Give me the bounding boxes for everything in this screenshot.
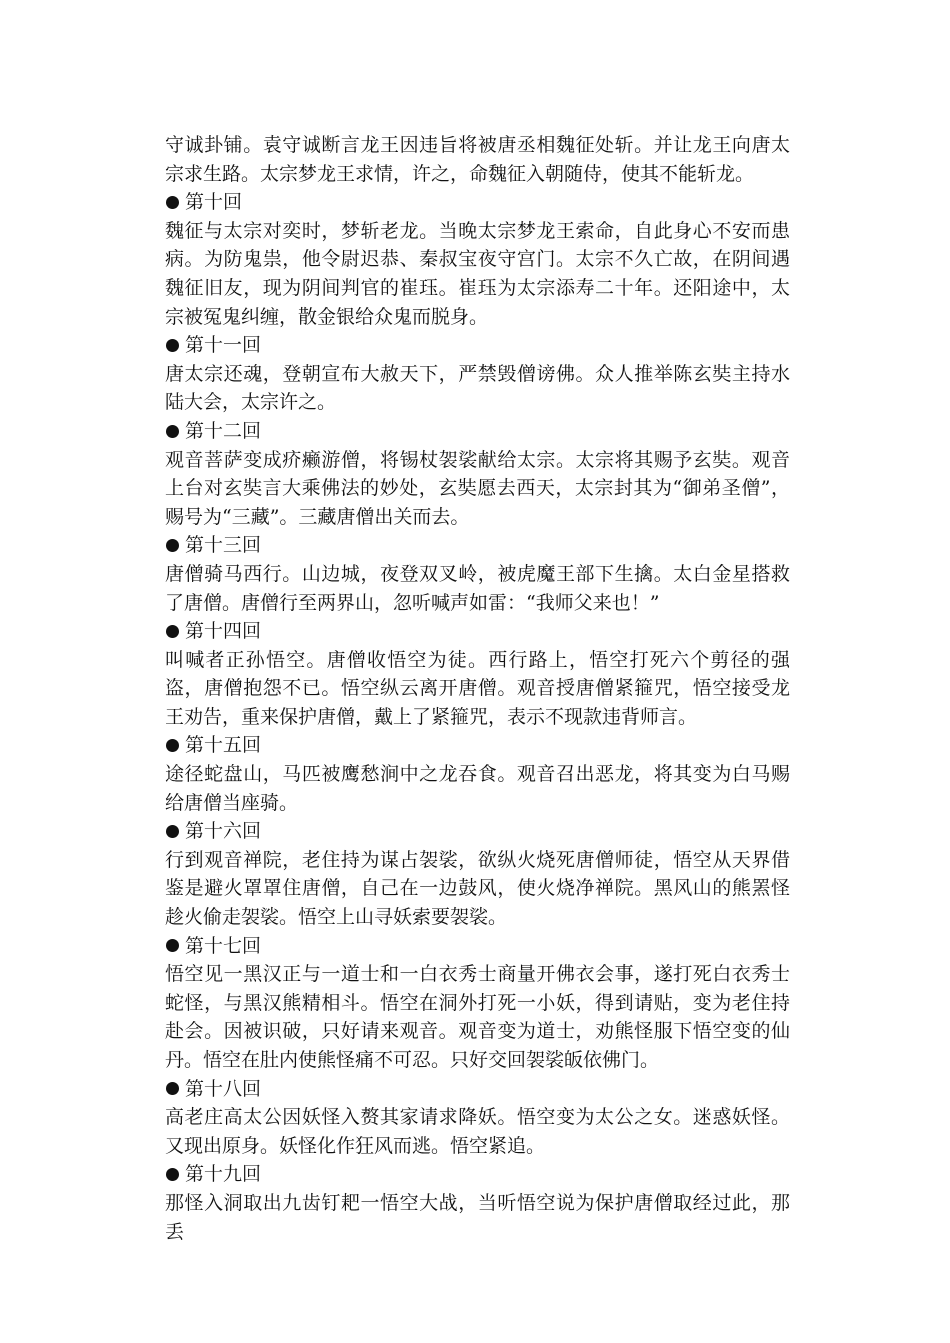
bullet-icon bbox=[166, 196, 179, 209]
chapter-heading bbox=[165, 1075, 790, 1104]
bullet-icon bbox=[166, 339, 179, 352]
paragraph: 高老庄高太公因妖怪入赘其家请求降妖。悟空变为太公之女。迷惑妖怪。又现出原身。妖怪化作狂风而逃。悟空紧追。 bbox=[165, 1106, 790, 1157]
chapter-title: 第十八回 bbox=[185, 1077, 262, 1100]
paragraph: 那怪入洞取出九齿钉耙一悟空大战，当听悟空说为保护唐僧取经过此，那丢 bbox=[165, 1191, 790, 1243]
chapter-title: 第十五回 bbox=[185, 734, 262, 757]
chapter-heading bbox=[165, 1160, 790, 1189]
chapter-heading bbox=[165, 188, 790, 217]
paragraph: 守诚卦铺。袁守诚断言龙王因违旨将被唐丞相魏征处斩。并让龙王向唐太宗求生路。太宗梦龙王求情，许之，命魏征入朝随侍，使其不能斩龙。 bbox=[165, 134, 790, 185]
bullet-icon bbox=[166, 1082, 179, 1095]
chapter-heading bbox=[165, 617, 790, 646]
paragraph: 叫喊者正孙悟空。唐僧收悟空为徒。西行路上，悟空打死六个剪径的强盗，唐僧抱怨不已。悟空纵云离开唐僧。观音授唐僧紧箍咒，悟空接受龙王劝告，重来保护唐僧，戴上了紧箍咒，表示不现款违背师言。 bbox=[165, 648, 790, 728]
chapter-heading bbox=[165, 731, 790, 760]
paragraph: 行到观音禅院，老住持为谋占袈裟，欲纵火烧死唐僧师徒，悟空从天界借鉴是避火罩罩住唐僧，自己在一边鼓风，使火烧净禅院。黑风山的熊罴怪趁火偷走袈裟。悟空上山寻妖索要袈裟。 bbox=[165, 848, 790, 929]
paragraph: 唐僧骑马西行。山边城，夜登双叉岭，被虎魔王部下生擒。太白金星搭救了唐僧。唐僧行至两界山，忽听喊声如雷：“我师父来也！” bbox=[165, 562, 790, 614]
paragraph: 途径蛇盘山，马匹被鹰愁涧中之龙吞食。观音召出恶龙，将其变为白马赐给唐僧当座骑。 bbox=[165, 763, 790, 814]
bullet-icon bbox=[166, 1168, 179, 1181]
chapter-heading bbox=[165, 531, 790, 560]
paragraph: 唐太宗还魂，登朝宣布大赦天下，严禁毁僧谤佛。众人推举陈玄奘主持水陆大会，太宗许之。 bbox=[165, 362, 790, 414]
paragraph: 悟空见一黑汉正与一道士和一白衣秀士商量开佛衣会事，遂打死白衣秀士蛇怪，与黑汉熊精相斗。悟空在洞外打死一小妖，得到请贴，变为老住持赴会。因被识破，只好请来观音。观音变为道士，劝熊怪服下悟空变的仙丹。悟空在肚内使熊怪痛不可忍。只好交回袈裟皈依佛门。 bbox=[165, 963, 790, 1071]
chapter-title: 第十三回 bbox=[185, 534, 262, 557]
bullet-icon bbox=[166, 425, 179, 438]
chapter-title: 第十六回 bbox=[185, 820, 262, 843]
chapter-title: 第十四回 bbox=[185, 620, 262, 643]
chapter-heading bbox=[165, 817, 790, 846]
bullet-icon bbox=[166, 825, 179, 838]
paragraph: 魏征与太宗对奕时，梦斩老龙。当晚太宗梦龙王索命，自此身心不安而患病。为防鬼祟，他令尉迟恭、秦叔宝夜守宫门。太宗不久亡故，在阴间遇魏征旧友，现为阴间判官的崔珏。崔珏为太宗添寿二十年。还阳途中，太宗被冤鬼纠缠，散金银给众鬼而脱身。 bbox=[165, 219, 790, 328]
chapter-title: 第十回 bbox=[185, 191, 243, 214]
chapter-heading bbox=[165, 932, 790, 961]
bullet-icon bbox=[166, 625, 179, 638]
bullet-icon bbox=[166, 539, 179, 552]
chapter-title: 第十九回 bbox=[185, 1163, 262, 1186]
chapter-heading bbox=[165, 417, 790, 446]
paragraph: 观音菩萨变成疥癞游僧，将锡杖袈裟献给太宗。太宗将其赐予玄奘。观音上台对玄奘言大乘佛法的妙处，玄奘愿去西天，太宗封其为“御弟圣僧”，赐号为“三藏”。三藏唐僧出关而去。 bbox=[165, 448, 790, 528]
chapter-title: 第十一回 bbox=[185, 334, 262, 357]
document-page bbox=[165, 131, 790, 1246]
chapter-heading bbox=[165, 331, 790, 360]
chapter-title: 第十二回 bbox=[185, 419, 262, 442]
bullet-icon bbox=[166, 939, 179, 952]
chapter-title: 第十七回 bbox=[185, 934, 262, 957]
bullet-icon bbox=[166, 739, 179, 752]
